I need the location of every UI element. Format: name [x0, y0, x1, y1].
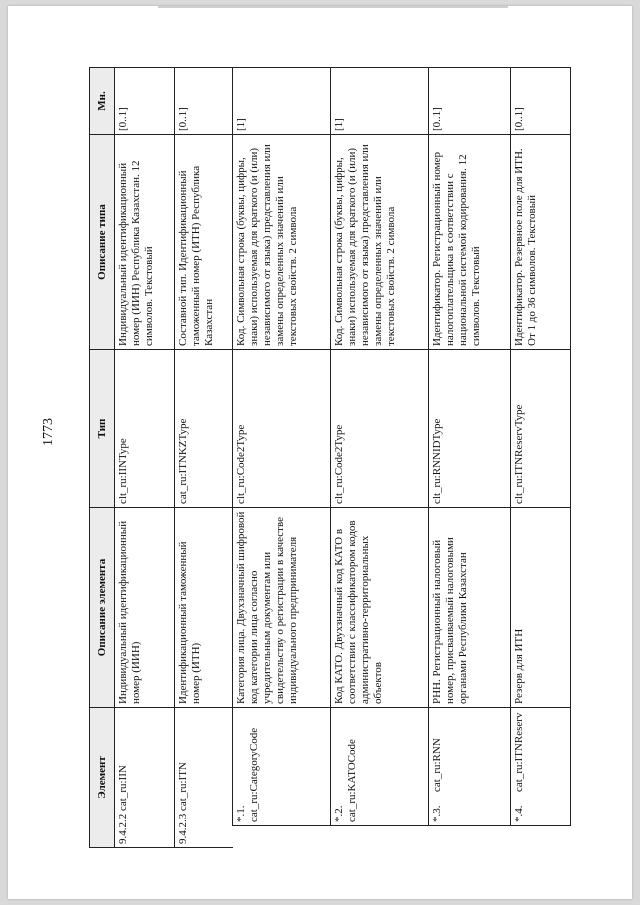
- table-row: [429, 68, 511, 848]
- table-row: [511, 68, 571, 848]
- table-row: [233, 68, 331, 848]
- table-header-row: [90, 68, 115, 848]
- element-name: cat_ru:ITN: [177, 762, 189, 811]
- type-desc-cell: Составной тип. Идентификационный таможенный номер (ИТН) Республика Казахстан: [175, 135, 233, 350]
- mult-cell: [1]: [233, 68, 331, 135]
- mult-cell: [0..1]: [115, 68, 175, 135]
- element-name: cat_ru:IIN: [117, 765, 129, 811]
- type-cell: clt_ru:Code2Type: [233, 350, 331, 508]
- mult-cell: [1]: [331, 68, 429, 135]
- type-desc-cell: Код. Символьная строка (буквы, цифры, знаки) используемая для краткого (и (или) независимого от языка) представления или замены определенных значений или текстовых свойств. 2 символа: [331, 135, 429, 350]
- element-cell: [429, 708, 511, 826]
- type-desc-cell: Индивидуальный идентификационный номер (ИИН) Республика Казахстан. 12 символов. Текстовый: [115, 135, 175, 350]
- element-name: cat_ru:ITNReserv: [513, 712, 525, 792]
- sub-number: *.2.: [333, 805, 345, 822]
- scan-edge: [158, 6, 508, 8]
- indent-cell: [233, 826, 331, 848]
- type-cell: clt_ru:IINType: [115, 350, 175, 508]
- element-cell: [233, 708, 331, 826]
- header-element: Элемент: [90, 708, 115, 848]
- element-desc-cell: Идентификационный таможенный номер (ИТН): [175, 508, 233, 708]
- document-page: [8, 6, 632, 899]
- element-desc-cell: Резерв для ИТН: [511, 508, 571, 708]
- row-number: 9.4.2.2: [117, 813, 129, 844]
- table-row: [115, 68, 175, 848]
- element-desc-cell: Код КАТО. Двухзначный код КАТО в соответствии с классификатором кодов административно-территориальных объектов: [331, 508, 429, 708]
- table-row: [331, 68, 429, 848]
- sub-number: *.3.: [431, 805, 443, 822]
- type-cell: clt_ru:RNNIDType: [429, 350, 511, 508]
- element-cell: [115, 708, 175, 848]
- table-row: [175, 68, 233, 848]
- mult-cell: [0..1]: [429, 68, 511, 135]
- mult-cell: [0..1]: [511, 68, 571, 135]
- page-number: 1773: [41, 418, 56, 446]
- header-mult: Мн.: [90, 68, 115, 135]
- element-desc-cell: РНН. Регистрационный налоговый номер, присваиваемый налоговыми органами Республики Казахстан: [429, 508, 511, 708]
- element-desc-cell: Категория лица. Двухзначный шифровой код категории лица согласно учредительным документам или свидетельству о регистрации в качестве индивидуального предпринимателя: [233, 508, 331, 708]
- header-type: Тип: [90, 350, 115, 508]
- element-cell: [331, 708, 429, 826]
- row-number: 9.4.2.3: [177, 813, 189, 844]
- type-desc-cell: Идентификатор. Резервное поле для ИТН. От 1 до 36 символов. Текстовый: [511, 135, 571, 350]
- element-name: cat_ru:KATOCode: [346, 739, 358, 822]
- indent-cell: [331, 826, 429, 848]
- type-cell: cat_ru:ITNKZType: [175, 350, 233, 508]
- sub-number: *.1.: [235, 805, 247, 822]
- rotated-table-wrapper: [89, 68, 538, 848]
- element-name: cat_ru:CategoryCode: [248, 727, 260, 822]
- element-cell: [175, 708, 233, 848]
- element-cell: [511, 708, 571, 826]
- type-desc-cell: Идентификатор. Регистрационный номер налогоплательщика в соответствии с национальной системой кодирования. 12 символов. Текстовый: [429, 135, 511, 350]
- data-table: [89, 67, 571, 848]
- indent-cell: [429, 826, 511, 848]
- type-cell: clt_ru:Code2Type: [331, 350, 429, 508]
- sub-number: *.4.: [513, 805, 525, 822]
- mult-cell: [0..1]: [175, 68, 233, 135]
- indent-cell: [511, 826, 571, 848]
- element-name: cat_ru:RNN: [431, 738, 443, 792]
- header-element-desc: Описание элемента: [90, 508, 115, 708]
- type-cell: clt_ru:ITNReservType: [511, 350, 571, 508]
- element-desc-cell: Индивидуальный идентификационный номер (ИИН): [115, 508, 175, 708]
- header-type-desc: Описание типа: [90, 135, 115, 350]
- type-desc-cell: Код. Символьная строка (буквы, цифры, знаки) используемая для краткого (и (или) независимого от языка) представления или замены определенных значений или текстовых свойств. 2 символа: [233, 135, 331, 350]
